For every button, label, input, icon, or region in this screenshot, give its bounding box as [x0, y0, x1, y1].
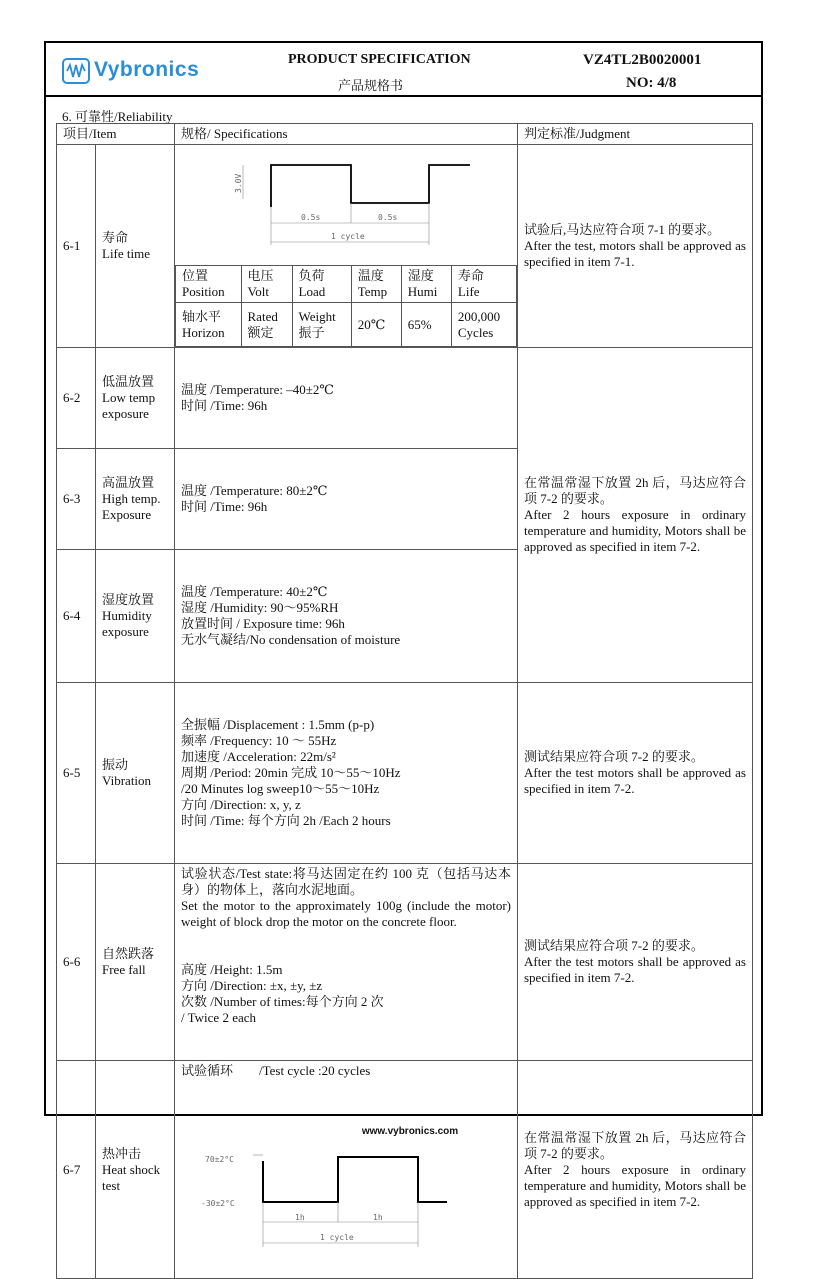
doc-title: PRODUCT SPECIFICATION: [288, 52, 471, 67]
voltage-label: 3.0V: [234, 173, 243, 193]
high-temp-label: 70±2°C: [205, 1155, 234, 1164]
row-spec: 温度 /Temperature: 80±2℃ 时间 /Time: 96h: [175, 449, 518, 550]
page-number: NO: 4/8: [626, 75, 677, 91]
row-id: 6-2: [57, 348, 96, 449]
params-header-row: [176, 266, 517, 303]
row-item: 自然跌落 Free fall: [96, 864, 175, 1061]
param-v-1: Rated 额定: [241, 303, 292, 347]
row-spec: 全振幅 /Displacement : 1.5mm (p-p) 频率 /Frequency: 10 ～ 55Hz 加速度 /Acceleration: 22m/s² 周期 /Period: 20min 完成 10～55～10Hz /20 Minutes log sweep10～55～10Hz 方向 /Direction: x, y, z 时间 /Time: 每个方向 2h /Each 2 hours: [175, 683, 518, 864]
row-id: 6-5: [57, 683, 96, 864]
low-temp-label: -30±2°C: [201, 1199, 235, 1208]
table-row: [57, 1061, 753, 1279]
row-spec: 温度 /Temperature: 40±2℃ 湿度 /Humidity: 90～95%RH 放置时间 / Exposure time: 96h 无水气凝结/No condensation of moisture: [175, 550, 518, 683]
param-h-2: 负荷 Load: [292, 266, 351, 303]
row-spec: [175, 1061, 518, 1279]
param-v-4: 65%: [401, 303, 451, 347]
test-cycle-text: 试验循环 /Test cycle :20 cycles: [181, 1063, 371, 1078]
row-item: 湿度放置 Humidity exposure: [96, 550, 175, 683]
row-judgment: 试验后,马达应符合项 7-1 的要求。 After the test, motors shall be approved as specified in item 7-1.: [518, 145, 753, 348]
row-judgment: 在常温常湿下放置 2h 后，马达应符合项 7-2 的要求。 After 2 hours exposure in ordinary temperature and humidity, Motors shall be approved as specified in item 7-2.: [518, 1061, 753, 1279]
row-judgment: 测试结果应符合项 7-2 的要求。 After the test motors shall be approved as specified in item 7-2.: [518, 864, 753, 1061]
row-id: 6-6: [57, 864, 96, 1061]
param-v-0: 轴水平 Horizon: [176, 303, 242, 347]
param-h-3: 温度 Temp: [351, 266, 401, 303]
param-h-4: 湿度 Humi: [401, 266, 451, 303]
logo-text: Vybronics: [94, 58, 200, 81]
seg2-label: 1h: [373, 1213, 383, 1222]
row-id: 6-1: [57, 145, 96, 348]
row-judgment: 在常温常湿下放置 2h 后，马达应符合项 7-2 的要求。 After 2 hours exposure in ordinary temperature and humidity, Motors shall be approved as specified in item 7-2.: [518, 348, 753, 683]
life-params-table: [175, 265, 517, 347]
table-header-row: [57, 124, 753, 145]
param-v-3: 20℃: [351, 303, 401, 347]
header-judgment: 判定标准/Judgment: [518, 124, 753, 145]
param-h-0: 位置 Position: [176, 266, 242, 303]
row-id: 6-3: [57, 449, 96, 550]
table-row: [57, 864, 753, 1061]
row-spec: 温度 /Temperature: –40±2℃ 时间 /Time: 96h: [175, 348, 518, 449]
row-judgment: 测试结果应符合项 7-2 的要求。 After the test motors shall be approved as specified in item 7-2.: [518, 683, 753, 864]
heat-shock-waveform-diagram: [175, 1081, 515, 1271]
row-item: 振动 Vibration: [96, 683, 175, 864]
row-item: [96, 145, 175, 348]
row-id: 6-4: [57, 550, 96, 683]
footer-url: www.vybronics.com: [361, 1126, 459, 1137]
header-divider: [44, 95, 763, 97]
table-row: [57, 145, 753, 348]
seg1-label: 0.5s: [301, 213, 321, 222]
reliability-table: [56, 123, 753, 1279]
params-value-row: [176, 303, 517, 347]
doc-code: VZ4TL2B0020001: [583, 52, 702, 68]
row-item: 热冲击 Heat shock test: [96, 1061, 175, 1279]
table-row: [57, 683, 753, 864]
param-h-1: 电压 Volt: [241, 266, 292, 303]
row-spec: [175, 145, 518, 348]
cycle-label: 1 cycle: [331, 232, 365, 241]
seg2-label: 0.5s: [378, 213, 398, 222]
header-item: 项目/Item: [57, 124, 175, 145]
row-item: 高温放置 High temp. Exposure: [96, 449, 175, 550]
param-v-5: 200,000 Cycles: [451, 303, 516, 347]
seg1-label: 1h: [295, 1213, 305, 1222]
section-title: 6. 可靠性/Reliability: [62, 109, 173, 124]
table-row: [57, 348, 753, 449]
doc-subtitle: 产品规格书: [338, 78, 404, 93]
cycle-label: 1 cycle: [320, 1233, 354, 1242]
item-en: Life time: [102, 246, 151, 261]
life-time-waveform-diagram: [175, 145, 515, 265]
item-cn: 寿命: [102, 230, 129, 245]
row-spec: 试验状态/Test state:将马达固定在约 100 克（包括马达本身）的物体上，落向水泥地面。 Set the motor to the approximately 100g (include the motor) weight of block drop the motor on the concrete floor. 高度 /Height: 1.5m 方向 /Direction: ±x, ±y, ±z 次数 /Number of times:每个方向 2 次 / Twice 2 each: [175, 864, 518, 1061]
header-spec: 规格/ Specifications: [175, 124, 518, 145]
row-item: 低温放置 Low temp exposure: [96, 348, 175, 449]
param-h-5: 寿命 Life: [451, 266, 516, 303]
param-v-2: Weight 振子: [292, 303, 351, 347]
vybronics-logo-icon: [62, 57, 92, 85]
row-id: 6-7: [57, 1061, 96, 1279]
